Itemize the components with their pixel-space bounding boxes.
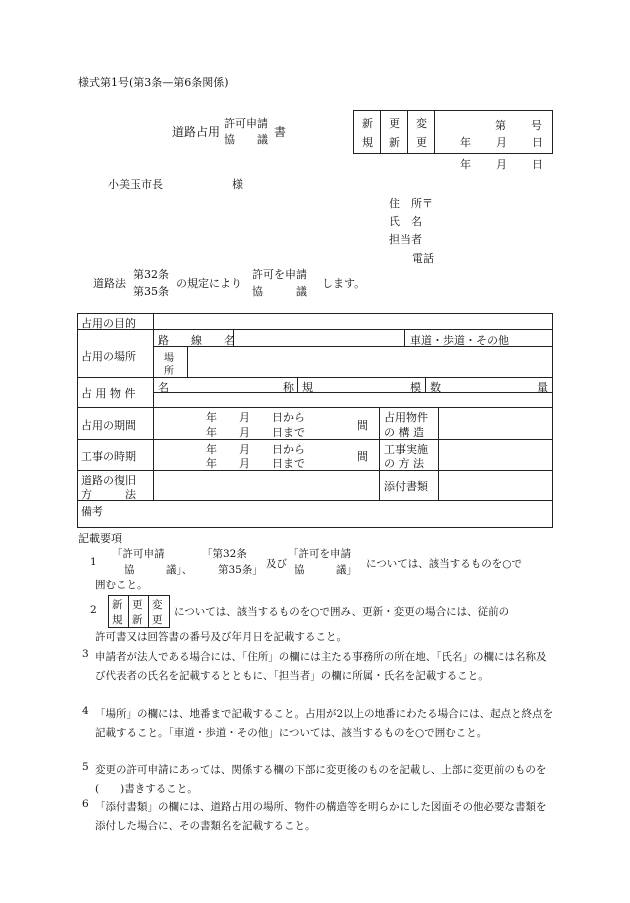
note-2-r2-b: 新	[132, 614, 143, 626]
applicant-tel: 電話	[412, 252, 434, 265]
note-1-q3b: 協 議」	[294, 564, 357, 576]
note-1-q2b: 第35条」	[218, 564, 263, 576]
label-location-1: 場	[164, 353, 174, 364]
header-new: 新	[362, 117, 373, 130]
label-method-1: 工事実施	[384, 443, 428, 456]
header-renew-2: 新	[389, 136, 400, 149]
date-day: 日	[532, 158, 543, 171]
label-attachments: 添付書類	[384, 480, 428, 493]
note-5-num: 5	[82, 761, 89, 773]
note-3-text: 申請者が法人である場合には、「住所」の欄には主たる事務所の所在地、「氏名」の欄には名称及び代表者の氏名を記載するとともに、「担当者」の欄に所属・氏名を記載すること。	[95, 651, 547, 682]
statement-end: します。	[322, 277, 366, 290]
label-restore-2: 方 法	[81, 488, 136, 501]
label-obj-name-1: 名	[158, 381, 169, 394]
note-2-num: 2	[90, 604, 97, 616]
label-obj-qty-2: 量	[537, 381, 548, 394]
label-location-2: 所	[164, 366, 174, 377]
statement-opt-consult: 協 議	[252, 285, 307, 298]
note-1-q3a: 「許可を申請	[288, 548, 351, 560]
note-2-r1-b: 更	[132, 599, 143, 611]
note-6-text: 「添付書類」の欄には、道路占用の場所、物件の構造等を明らかにした図面その他必要な書類を添付した場合に、その書類名を記載すること。	[95, 801, 547, 832]
note-4-text: 「場所」の欄には、地番まで記載すること。占用が2以上の地番にわたる場合には、起点と終点を記載すること。「車道・歩道・その他」については、該当するものを○で囲むこと。	[95, 708, 554, 739]
label-structure-2: の 構 造	[384, 426, 424, 439]
header-no-a: 第	[495, 119, 506, 132]
note-1-num: 1	[90, 556, 97, 568]
applicant-address: 住 所〒	[389, 197, 433, 210]
note-1-rest2: 囲むこと。	[95, 579, 148, 591]
label-route-name: 路 線 名	[158, 334, 235, 347]
period-span: 間	[357, 419, 368, 432]
note-4-num: 4	[82, 705, 89, 717]
work-span: 間	[357, 450, 368, 463]
header-new-2: 規	[362, 136, 373, 149]
label-place: 占用の場所	[81, 350, 136, 363]
note-5-text: 変更の許可申請にあっては、関係する欄の下部に変更後のものを記載し、上部に変更前のものを( )書きすること。	[95, 764, 547, 795]
date-year: 年	[460, 158, 471, 171]
label-period: 占用の期間	[81, 419, 136, 432]
title-option-consult: 協 議	[224, 133, 268, 146]
label-road-part: 車道・歩道・その他	[410, 334, 509, 347]
applicant-name: 氏 名	[389, 215, 422, 228]
notes-heading: 記載要項	[78, 532, 122, 545]
period-to: 年 月 日まで	[206, 426, 305, 439]
note-3-num: 3	[82, 648, 89, 660]
form-number: 様式第1号(第3条—第6条関係)	[78, 76, 229, 89]
header-day: 日	[532, 136, 543, 149]
header-change-2: 更	[416, 136, 427, 149]
label-work-period: 工事の時期	[81, 450, 136, 463]
work-from: 年 月 日から	[206, 443, 305, 456]
addressee-name: 小美玉市長	[108, 178, 163, 191]
header-renew: 更	[389, 117, 400, 130]
statement-mid: の規定により	[176, 277, 242, 290]
note-2-r1-a: 新	[112, 599, 123, 611]
header-no-b: 号	[531, 119, 542, 132]
note-2-r1-c: 変	[152, 599, 163, 611]
statement-law: 道路法	[93, 277, 126, 290]
label-obj-spec-1: 規	[302, 381, 313, 394]
header-change: 変	[416, 117, 427, 130]
statement-opt-permit: 許可を申請	[252, 268, 307, 281]
statement-art32: 第32条	[133, 268, 169, 281]
label-obj-qty-1: 数	[430, 381, 441, 394]
note-2-text2: 許可書又は回答書の番号及び年月日を記載すること。	[95, 631, 347, 643]
applicant-contact: 担当者	[389, 233, 422, 246]
label-objects: 占 用 物 件	[81, 387, 136, 400]
header-month: 月	[496, 136, 507, 149]
date-month: 月	[496, 158, 507, 171]
label-structure-1: 占用物件	[384, 411, 428, 424]
note-2-r2-c: 更	[152, 614, 163, 626]
label-remarks: 備考	[81, 505, 103, 518]
label-obj-name-2: 称	[283, 381, 294, 394]
label-obj-spec-2: 模	[410, 381, 421, 394]
label-purpose: 占用の目的	[81, 317, 136, 330]
permit-number-box	[353, 110, 553, 154]
label-restore-1: 道路の復旧	[81, 474, 136, 487]
note-6-num: 6	[82, 798, 89, 810]
addressee-honorific: 様	[232, 178, 243, 191]
note-1-and: 及び	[266, 558, 287, 570]
header-year: 年	[460, 136, 471, 149]
period-from: 年 月 日から	[206, 411, 305, 424]
work-to: 年 月 日まで	[206, 457, 305, 470]
note-1-q1b: 協 議」、	[124, 564, 193, 576]
note-1-rest: については、該当するものを○で	[366, 558, 522, 570]
note-1-q2a: 「第32条	[202, 548, 247, 560]
title-prefix: 道路占用	[172, 125, 221, 139]
title-option-permit: 許可申請	[224, 117, 268, 130]
note-2-r2-a: 規	[112, 614, 123, 626]
title-suffix: 書	[274, 125, 287, 139]
label-method-2: の 方 法	[384, 457, 424, 470]
statement-art35: 第35条	[133, 285, 169, 298]
note-1-q1a: 「許可申請	[112, 548, 165, 560]
note-2-text: については、該当するものを○で囲み、更新・変更の場合には、従前の	[174, 606, 510, 618]
